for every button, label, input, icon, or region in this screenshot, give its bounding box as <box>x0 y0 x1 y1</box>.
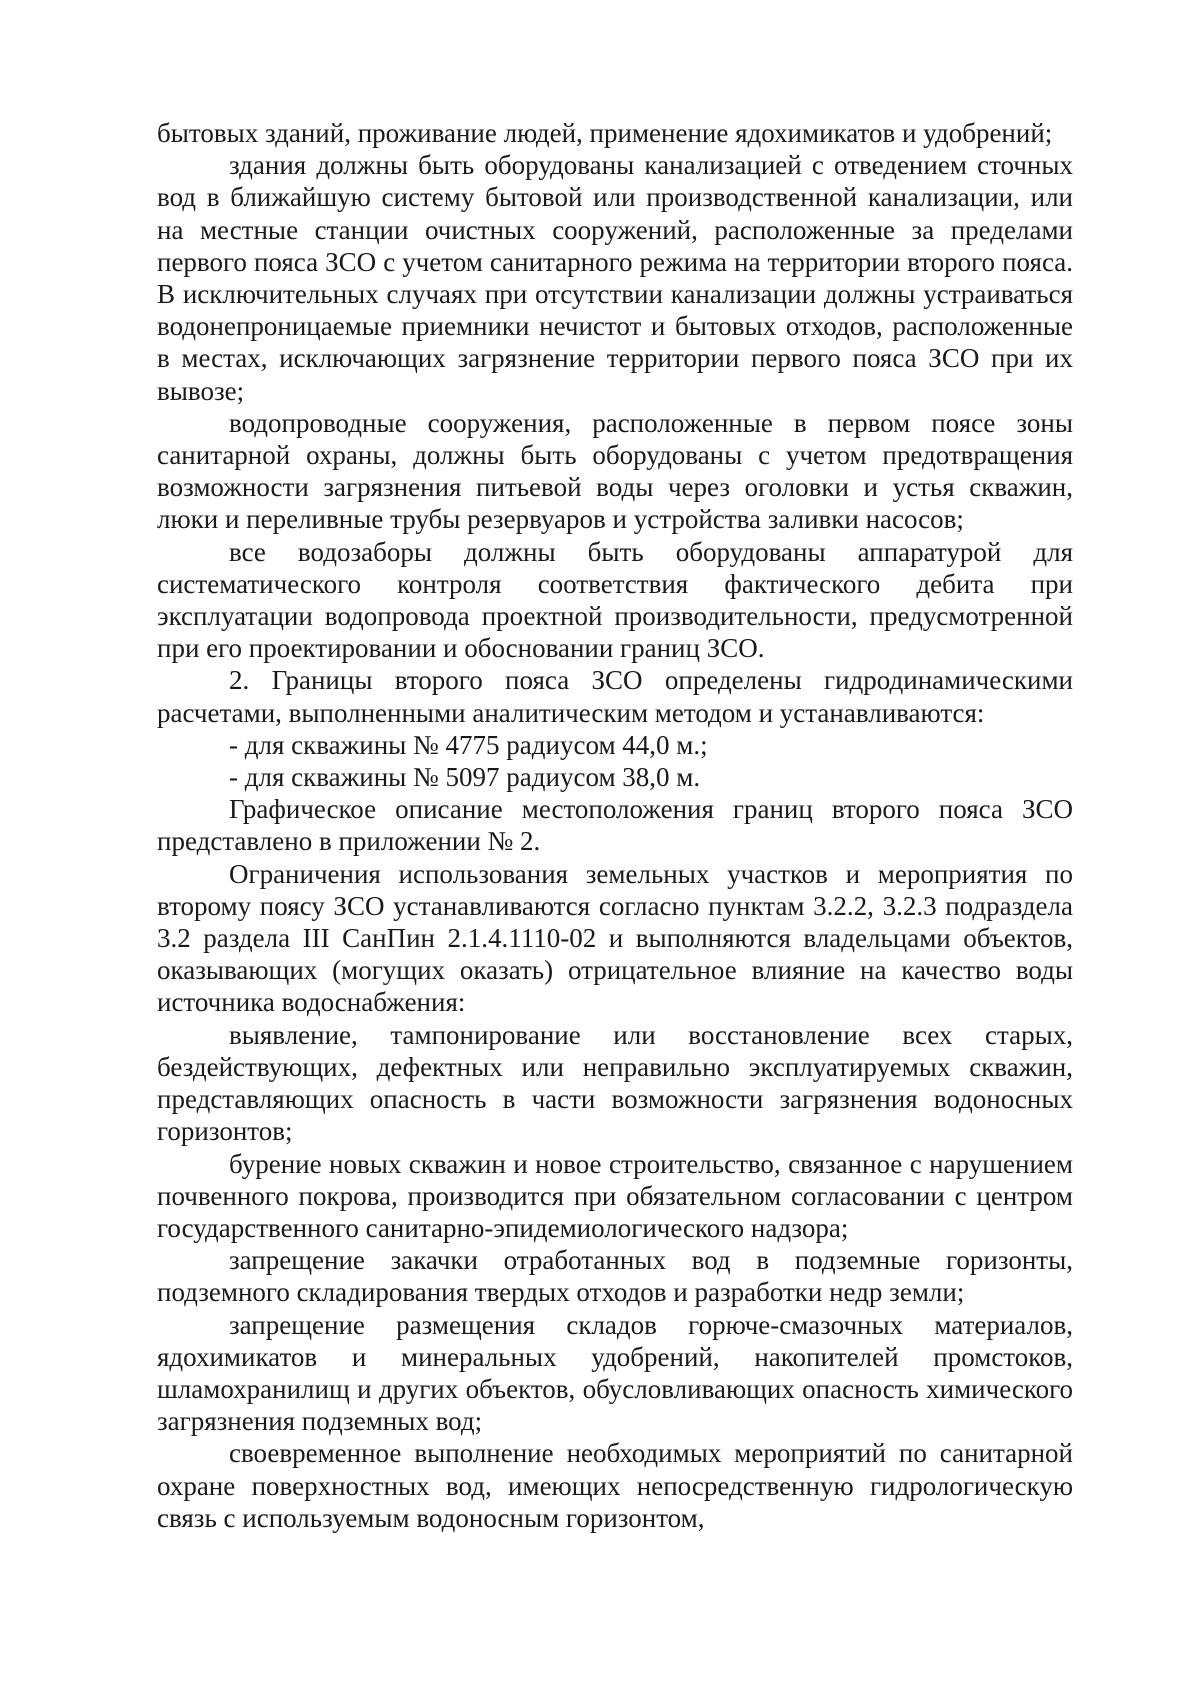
paragraph-old-wells: выявление, тампонирование или восстановление всех старых, бездействующих, дефектных или неправильно эксплуатируемых скважин, представляющих опасность в части возможности загрязнения водоносных горизонтов; <box>157 1019 1073 1147</box>
list-item-well-4775: - для скважины № 4775 радиусом 44,0 м.; <box>229 729 708 760</box>
paragraph-surface-water-protection: своевременное выполнение необходимых мероприятий по санитарной охране поверхностных вод, имеющих непосредственную гидрологическую связь с используемым водоносным горизонтом, <box>157 1438 1073 1533</box>
paragraph-land-use-restrictions: Ограничения использования земельных участков и мероприятия по второму поясу ЗСО устанавливаются согласно пунктам 3.2.2, 3.2.3 подраздела 3.2 раздела III СанПин 2.1.4.1110-02 и выполняются владельцами объектов, оказывающих (могущих оказать) отрицательное влияние на качество воды источника водоснабжения: <box>157 858 1073 1018</box>
paragraph-waterworks: водопроводные сооружения, расположенные в первом поясе зоны санитарной охраны, должны быть оборудованы с учетом предотвращения возможности загрязнения питьевой воды через оголовки и устья скважин, люки и переливные трубы резервуаров и устройства заливки насосов; <box>157 407 1073 535</box>
document-body <box>157 117 1073 1534</box>
paragraph-household-buildings: бытовых зданий, проживание людей, применение ядохимикатов и удобрений; <box>157 118 1053 148</box>
paragraph-sewerage: здания должны быть оборудованы канализацией с отведением сточных вод в ближайшую систему бытовой или производственной канализации, или на местные станции очистных сооружений, расположенные за пределами первого пояса ЗСО с учетом санитарного режима на территории второго пояса. В исключительных случаях при отсутствии канализации должны устраиваться водонепроницаемые приемники нечистот и бытовых отходов, расположенные в местах, исключающих загрязнение территории первого пояса ЗСО при их вывозе; <box>157 150 1073 406</box>
list-item-well-5097: - для скважины № 5097 радиусом 38,0 м. <box>229 762 701 793</box>
paragraph-storage-ban: запрещение размещения складов горюче-смазочных материалов, ядохимикатов и минеральных удобрений, накопителей промстоков, шламохранилищ и других объектов, обусловливающих опасность химического загрязнения подземных вод; <box>157 1309 1073 1437</box>
paragraph-graphic-description: Графическое описание местоположения границ второго пояса ЗСО представлено в приложении № 2. <box>157 794 1073 857</box>
paragraph-injection-ban: запрещение закачки отработанных вод в подземные горизонты, подземного складирования твердых отходов и разработки недр земли; <box>157 1245 1073 1308</box>
paragraph-new-drilling: бурение новых скважин и новое строительство, связанное с нарушением почвенного покрова, производится при обязательном согласовании с центром государственного санитарно-эпидемиологического надзора; <box>157 1148 1073 1243</box>
paragraph-second-zone-boundaries: 2. Границы второго пояса ЗСО определены гидродинамическими расчетами, выполненными аналитическим методом и устанавливаются: <box>157 665 1073 728</box>
paragraph-water-intakes: все водозаборы должны быть оборудованы аппаратурой для систематического контроля соответствия фактического дебита при эксплуатации водопровода проектной производительности, предусмотренной при его проектировании и обосновании границ ЗСО. <box>157 536 1073 664</box>
